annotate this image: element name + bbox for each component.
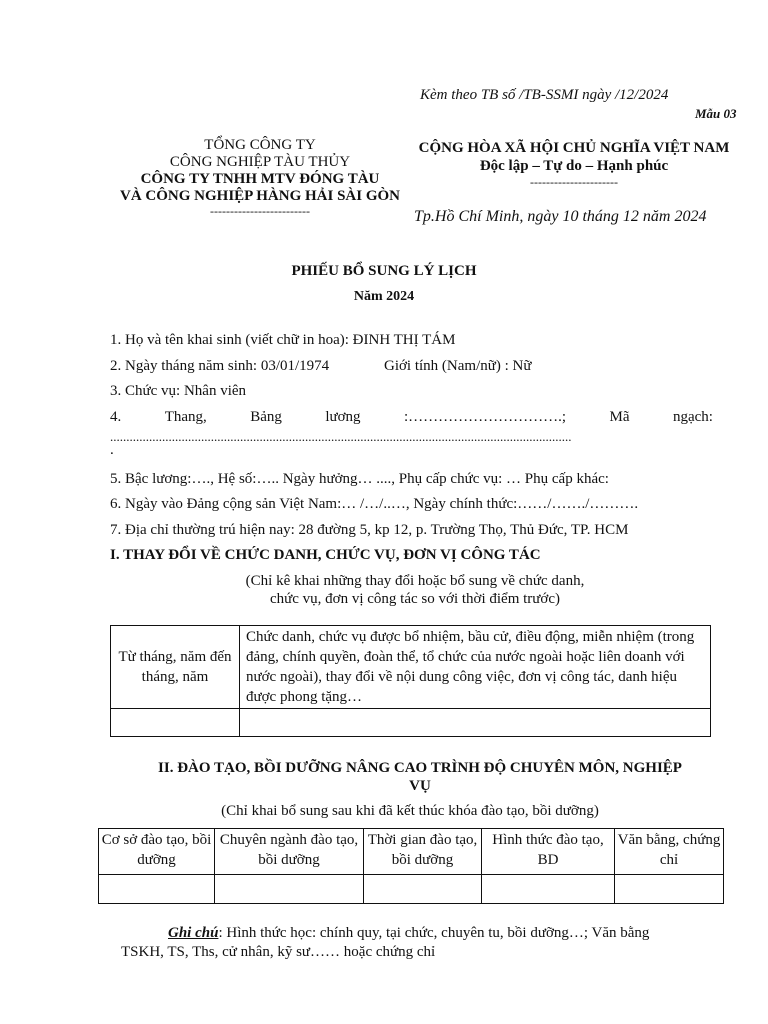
table-cell bbox=[482, 875, 615, 904]
place-date: Tp.Hồ Chí Minh, ngày 10 tháng 12 năm 2024 bbox=[414, 208, 707, 225]
org-line-1: TỔNG CÔNG TY bbox=[204, 137, 316, 153]
field-position: 3. Chức vụ: Nhân viên bbox=[110, 383, 247, 399]
org-line-4: VÀ CÔNG NGHIỆP HÀNG HẢI SÀI GÒN bbox=[119, 188, 401, 204]
section2-heading-line1: II. ĐÀO TẠO, BỒI DƯỠNG NÂNG CAO TRÌNH ĐỘ CHUYÊN MÔN, NGHIỆP bbox=[158, 760, 682, 776]
form-number: Mẫu 03 bbox=[695, 106, 737, 121]
section1-heading: I. THAY ĐỔI VỀ CHỨC DANH, CHỨC VỤ, ĐƠN VỊ CÔNG TÁC bbox=[110, 547, 541, 563]
national-motto-block bbox=[400, 139, 748, 189]
f4-dotted-line: .............................................................................................................................................. bbox=[110, 429, 572, 444]
f4-ngach: ngạch: bbox=[672, 409, 713, 425]
table-row bbox=[111, 709, 711, 737]
col-period: Từ tháng, năm đến tháng, năm bbox=[111, 626, 240, 709]
col-institution: Cơ sở đào tạo, bồi dưỡng bbox=[99, 829, 215, 875]
nation-divider: ---------------------- bbox=[530, 175, 618, 189]
table-cell bbox=[240, 709, 711, 737]
f4-dots: :………………………….; bbox=[403, 409, 567, 425]
footnote-line2: TSKH, TS, Ths, cử nhân, kỹ sư…… hoặc chứng chỉ bbox=[121, 944, 436, 960]
table-cell bbox=[615, 875, 724, 904]
f4-thang: Thang, bbox=[164, 409, 207, 425]
f4-luong: lương bbox=[325, 409, 361, 425]
table-header-row bbox=[99, 829, 724, 875]
page-subtitle-year: Năm 2024 bbox=[353, 289, 415, 304]
table-row bbox=[99, 875, 724, 904]
organization-block bbox=[110, 137, 410, 217]
footnote-label: Ghi chú bbox=[168, 925, 219, 941]
section1-note-line1: (Chỉ kê khai những thay đổi hoặc bổ sung về chức danh, bbox=[245, 573, 585, 589]
table-cell bbox=[215, 875, 364, 904]
training-table bbox=[98, 828, 724, 904]
field-address: 7. Địa chỉ thường trú hiện nay: 28 đường 5, kp 12, p. Trường Thọ, Thủ Đức, TP. HCM bbox=[110, 522, 629, 538]
field-full-name: 1. Họ và tên khai sinh (viết chữ in hoa): ĐINH THỊ TÁM bbox=[110, 332, 456, 348]
attachment-line: Kèm theo TB số /TB-SSMI ngày /12/2024 bbox=[420, 87, 669, 103]
table-cell bbox=[364, 875, 482, 904]
field-salary-scale bbox=[110, 409, 713, 426]
col-training-form: Hình thức đào tạo, BD bbox=[482, 829, 615, 875]
position-changes-table bbox=[110, 625, 711, 737]
section2-note: (Chỉ khai bổ sung sau khi đã kết thúc khóa đào tạo, bồi dưỡng) bbox=[221, 803, 599, 819]
col-position-details: Chức danh, chức vụ được bổ nhiệm, bầu cử, điều động, miễn nhiệm (trong đảng, chính quyền, đoàn thể, tổ chức của nước ngoài hoặc liên doanh với nước ngoài), thay đổi về nội dung công việc, đơn vị công tác, danh hiệu được phong tặng… bbox=[240, 626, 711, 709]
section2-heading-line2: VỤ bbox=[409, 778, 431, 794]
nation-title: CỘNG HÒA XÃ HỘI CHỦ NGHĨA VIỆT NAM bbox=[418, 140, 730, 156]
field-party-admission: 6. Ngày vào Đảng cộng sản Việt Nam:… /…/..…, Ngày chính thức:……/……./………. bbox=[110, 496, 639, 512]
table-cell bbox=[111, 709, 240, 737]
col-major: Chuyên ngành đào tạo, bồi dưỡng bbox=[215, 829, 364, 875]
col-certificate: Văn bằng, chứng chỉ bbox=[615, 829, 724, 875]
f4-number: 4. bbox=[110, 409, 122, 425]
table-header-row bbox=[111, 626, 711, 709]
field-gender: Giới tính (Nam/nữ) : Nữ bbox=[384, 358, 532, 374]
nation-motto: Độc lập – Tự do – Hạnh phúc bbox=[479, 158, 669, 174]
page-title: PHIẾU BỔ SUNG LÝ LỊCH bbox=[291, 263, 477, 279]
f4-ma: Mã bbox=[609, 409, 630, 425]
org-line-2: CÔNG NGHIỆP TÀU THỦY bbox=[169, 154, 351, 170]
f4-end: . bbox=[110, 442, 114, 458]
org-line-3: CÔNG TY TNHH MTV ĐÓNG TÀU bbox=[140, 171, 380, 187]
f4-bang: Bảng bbox=[250, 409, 282, 425]
footnote-line1 bbox=[168, 925, 649, 942]
field-salary-level: 5. Bậc lương:…., Hệ số:….. Ngày hưởng… ...., Phụ cấp chức vụ: … Phụ cấp khác: bbox=[110, 471, 609, 487]
field-birth-date: 2. Ngày tháng năm sinh: 03/01/1974 bbox=[110, 358, 330, 374]
table-cell bbox=[99, 875, 215, 904]
footnote-text-1: : Hình thức học: chính quy, tại chức, chuyên tu, bồi dưỡng…; Văn bằng bbox=[218, 925, 650, 941]
section1-note-line2: chức vụ, đơn vị công tác so với thời điểm trước) bbox=[269, 591, 560, 607]
org-divider: ------------------------- bbox=[210, 204, 310, 218]
col-duration: Thời gian đào tạo, bồi dưỡng bbox=[364, 829, 482, 875]
